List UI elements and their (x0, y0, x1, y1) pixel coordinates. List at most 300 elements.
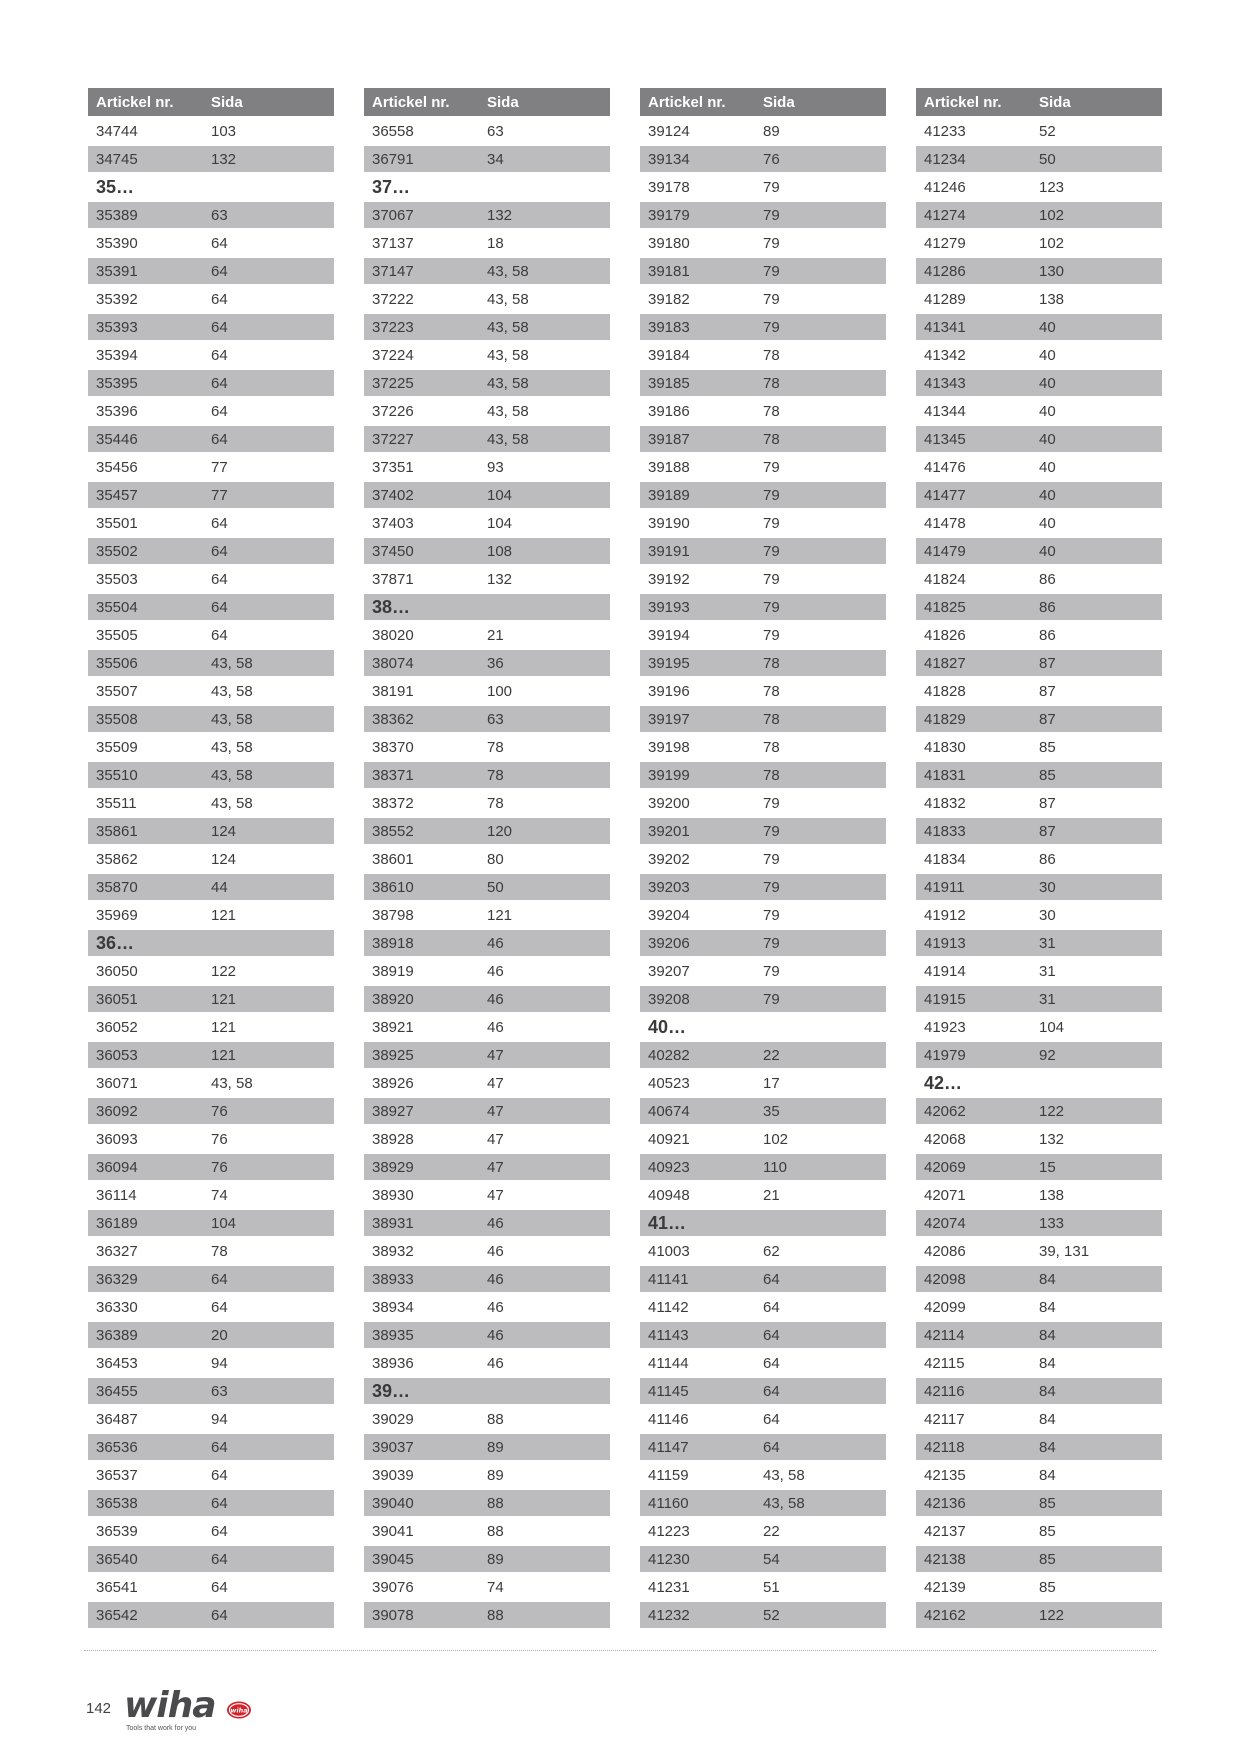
page-reference: 121 (211, 906, 237, 924)
table-row (364, 566, 610, 592)
index-column-2 (364, 88, 610, 1628)
article-number: 41274 (924, 206, 966, 224)
table-row (364, 370, 610, 396)
article-number: 39196 (648, 682, 690, 700)
article-number: 35506 (96, 654, 138, 672)
article-number: 41478 (924, 514, 966, 532)
page-reference: 64 (211, 1606, 228, 1624)
table-row (88, 1294, 334, 1320)
page-reference: 79 (763, 598, 780, 616)
page-reference: 86 (1039, 570, 1056, 588)
page-reference: 85 (1039, 1578, 1056, 1596)
table-row (364, 1182, 610, 1208)
article-number: 35861 (96, 822, 138, 840)
table-row (364, 1154, 610, 1180)
article-number: 35457 (96, 486, 138, 504)
article-number: 38921 (372, 1018, 414, 1036)
article-number: 38601 (372, 850, 414, 868)
table-row (640, 678, 886, 704)
article-number: 41831 (924, 766, 966, 784)
article-number: 38919 (372, 962, 414, 980)
article-number: 39201 (648, 822, 690, 840)
article-number: 41830 (924, 738, 966, 756)
article-number: 36541 (96, 1578, 138, 1596)
table-row (640, 1574, 886, 1600)
article-number: 41230 (648, 1550, 690, 1568)
table-row (640, 538, 886, 564)
table-row (364, 1266, 610, 1292)
page-reference: 120 (487, 822, 513, 840)
article-number: 35389 (96, 206, 138, 224)
article-number: 38610 (372, 878, 414, 896)
article-number: 39184 (648, 346, 690, 364)
page-reference: 46 (487, 1326, 504, 1344)
page-reference: 79 (763, 234, 780, 252)
article-number: 38929 (372, 1158, 414, 1176)
page-reference: 79 (763, 626, 780, 644)
page-reference: 102 (1039, 234, 1065, 252)
table-row (916, 566, 1162, 592)
section-heading-row (640, 1014, 886, 1040)
page-reference: 47 (487, 1074, 504, 1092)
table-row (88, 902, 334, 928)
article-number: 39204 (648, 906, 690, 924)
table-row (364, 118, 610, 144)
page-reference: 85 (1039, 738, 1056, 756)
page-reference: 43, 58 (487, 318, 529, 336)
article-number: 41833 (924, 822, 966, 840)
page-reference: 78 (763, 654, 780, 672)
article-number: 35502 (96, 542, 138, 560)
page-reference: 77 (211, 486, 228, 504)
table-row (88, 1350, 334, 1376)
page-reference: 79 (763, 990, 780, 1008)
table-row (640, 818, 886, 844)
page-reference: 84 (1039, 1438, 1056, 1456)
article-number: 36114 (96, 1186, 137, 1204)
table-row (640, 1322, 886, 1348)
article-number: 36538 (96, 1494, 138, 1512)
article-number: 41286 (924, 262, 966, 280)
page-reference: 130 (1039, 262, 1065, 280)
page-reference: 124 (211, 850, 237, 868)
article-number: 39187 (648, 430, 690, 448)
page-reference: 46 (487, 1354, 504, 1372)
page-reference: 64 (211, 290, 228, 308)
article-number: 35390 (96, 234, 138, 252)
article-number: 38933 (372, 1270, 414, 1288)
page-reference: 122 (211, 962, 237, 980)
table-row (916, 342, 1162, 368)
page-reference: 85 (1039, 1550, 1056, 1568)
table-row (88, 1378, 334, 1404)
page-reference: 89 (487, 1466, 504, 1484)
article-number: 35511 (96, 794, 137, 812)
index-column-4 (916, 88, 1162, 1628)
article-number: 38370 (372, 738, 414, 756)
svg-text:wiha: wiha (230, 1706, 248, 1715)
page-reference: 79 (763, 822, 780, 840)
article-number: 39203 (648, 878, 690, 896)
page-reference: 40 (1039, 374, 1056, 392)
table-row (916, 734, 1162, 760)
article-number: 39197 (648, 710, 690, 728)
article-number: 35504 (96, 598, 138, 616)
table-row (88, 566, 334, 592)
table-row (916, 314, 1162, 340)
page-reference: 22 (763, 1046, 780, 1064)
header-page-label: Sida (1039, 93, 1071, 111)
article-number: 41979 (924, 1046, 966, 1064)
page-reference: 64 (211, 318, 228, 336)
table-row (640, 930, 886, 956)
table-row (88, 1574, 334, 1600)
page-reference: 104 (487, 486, 513, 504)
table-row (916, 426, 1162, 452)
page-reference: 78 (763, 430, 780, 448)
table-row (88, 538, 334, 564)
article-number: 39178 (648, 178, 690, 196)
page-reference: 64 (763, 1438, 780, 1456)
logo-wordmark: wiha (124, 1685, 216, 1726)
article-number: 35507 (96, 682, 138, 700)
table-row (640, 874, 886, 900)
table-row (640, 398, 886, 424)
article-number: 36487 (96, 1410, 138, 1428)
table-row (364, 1462, 610, 1488)
page-reference: 79 (763, 878, 780, 896)
column-header (640, 88, 886, 116)
article-number: 42071 (924, 1186, 966, 1204)
article-number: 42136 (924, 1494, 966, 1512)
table-row (640, 286, 886, 312)
table-row (88, 734, 334, 760)
page-reference: 46 (487, 1242, 504, 1260)
table-row (88, 1126, 334, 1152)
article-number: 41144 (648, 1354, 689, 1372)
page-reference: 121 (211, 990, 237, 1008)
article-number: 39206 (648, 934, 690, 952)
page-reference: 103 (211, 122, 237, 140)
table-row (640, 1238, 886, 1264)
table-row (364, 678, 610, 704)
table-row (916, 874, 1162, 900)
page-reference: 79 (763, 290, 780, 308)
article-number: 36453 (96, 1354, 138, 1372)
table-row (88, 482, 334, 508)
table-row (640, 426, 886, 452)
article-number: 41233 (924, 122, 966, 140)
article-number: 35508 (96, 710, 138, 728)
page-reference: 110 (763, 1158, 787, 1176)
article-number: 42068 (924, 1130, 966, 1148)
article-number: 38936 (372, 1354, 414, 1372)
article-number: 39186 (648, 402, 690, 420)
footer-divider (84, 1650, 1156, 1651)
section-heading-row (640, 1210, 886, 1236)
table-row (88, 510, 334, 536)
page-reference: 84 (1039, 1270, 1056, 1288)
table-row (916, 398, 1162, 424)
table-row (88, 678, 334, 704)
page-reference: 64 (763, 1410, 780, 1428)
table-row (364, 482, 610, 508)
table-row (88, 342, 334, 368)
article-number: 41232 (648, 1606, 690, 1624)
table-row (88, 258, 334, 284)
section-heading: 39… (372, 1380, 411, 1401)
article-number: 42118 (924, 1438, 965, 1456)
page-reference: 76 (211, 1158, 228, 1176)
table-row (88, 1014, 334, 1040)
table-row (916, 1014, 1162, 1040)
article-number: 42138 (924, 1550, 966, 1568)
table-row (88, 454, 334, 480)
page-reference: 84 (1039, 1298, 1056, 1316)
table-row (916, 622, 1162, 648)
table-row (640, 118, 886, 144)
article-number: 42115 (924, 1354, 965, 1372)
table-row (364, 342, 610, 368)
section-heading: 42… (924, 1072, 963, 1093)
page-reference: 40 (1039, 346, 1056, 364)
article-number: 40921 (648, 1130, 690, 1148)
page-reference: 100 (487, 682, 513, 700)
section-heading-row (364, 1378, 610, 1404)
table-row (916, 1266, 1162, 1292)
section-heading-row (88, 174, 334, 200)
table-row (916, 1098, 1162, 1124)
article-number: 38932 (372, 1242, 414, 1260)
article-number: 39194 (648, 626, 690, 644)
article-number: 39045 (372, 1550, 414, 1568)
page-reference: 133 (1039, 1214, 1065, 1232)
page-reference: 76 (211, 1130, 228, 1148)
table-row (364, 706, 610, 732)
page-reference: 43, 58 (487, 374, 529, 392)
page-reference: 47 (487, 1158, 504, 1176)
page-reference: 36 (487, 654, 504, 672)
table-row (640, 1154, 886, 1180)
article-number: 39182 (648, 290, 690, 308)
table-row (88, 762, 334, 788)
article-number: 42074 (924, 1214, 966, 1232)
table-row (364, 1210, 610, 1236)
page-reference: 64 (211, 1438, 228, 1456)
table-row (916, 538, 1162, 564)
article-number: 41913 (924, 934, 966, 952)
article-number: 41825 (924, 598, 966, 616)
article-number: 38372 (372, 794, 414, 812)
page-reference: 31 (1039, 990, 1056, 1008)
article-number: 37226 (372, 402, 414, 420)
table-row (88, 398, 334, 424)
article-number: 36071 (96, 1074, 138, 1092)
table-row (640, 790, 886, 816)
article-number: 37402 (372, 486, 414, 504)
table-row (88, 1266, 334, 1292)
article-number: 36051 (96, 990, 138, 1008)
table-row (640, 1602, 886, 1628)
article-number: 35391 (96, 262, 138, 280)
table-row (364, 790, 610, 816)
page-reference: 78 (211, 1242, 228, 1260)
table-row (916, 1602, 1162, 1628)
article-number: 39202 (648, 850, 690, 868)
table-row (916, 902, 1162, 928)
table-row (640, 1406, 886, 1432)
table-row (364, 538, 610, 564)
page-reference: 43, 58 (487, 402, 529, 420)
article-number: 39180 (648, 234, 690, 252)
table-row (916, 286, 1162, 312)
page-reference: 51 (763, 1578, 780, 1596)
table-row (88, 650, 334, 676)
page-reference: 74 (487, 1578, 504, 1596)
table-row (88, 1434, 334, 1460)
table-row (364, 986, 610, 1012)
article-number: 36558 (372, 122, 414, 140)
article-number: 37871 (372, 570, 414, 588)
page-reference: 63 (487, 122, 504, 140)
article-number: 41834 (924, 850, 966, 868)
table-row (88, 874, 334, 900)
table-row (88, 426, 334, 452)
article-number: 39076 (372, 1578, 414, 1596)
table-row (364, 1098, 610, 1124)
page-reference: 93 (487, 458, 504, 476)
table-row (916, 1546, 1162, 1572)
table-row (88, 594, 334, 620)
page-reference: 40 (1039, 402, 1056, 420)
page-reference: 22 (763, 1522, 780, 1540)
table-row (364, 846, 610, 872)
article-number: 37147 (372, 262, 414, 280)
article-number: 41479 (924, 542, 966, 560)
logo-badge-icon (226, 1700, 252, 1720)
index-column-1 (88, 88, 334, 1628)
article-number: 39195 (648, 654, 690, 672)
table-row (88, 1518, 334, 1544)
table-row (364, 1574, 610, 1600)
table-row (364, 818, 610, 844)
page-reference: 20 (211, 1326, 228, 1344)
table-row (88, 1238, 334, 1264)
table-row (364, 510, 610, 536)
page-reference: 21 (763, 1186, 780, 1204)
page-reference: 132 (487, 570, 513, 588)
table-row (88, 1602, 334, 1628)
page-reference: 43, 58 (487, 346, 529, 364)
table-row (640, 1490, 886, 1516)
page-reference: 43, 58 (763, 1494, 805, 1512)
page-reference: 17 (763, 1074, 780, 1092)
page-reference: 79 (763, 486, 780, 504)
table-row (364, 1238, 610, 1264)
article-number: 35393 (96, 318, 138, 336)
article-number: 36093 (96, 1130, 138, 1148)
page-reference: 85 (1039, 1522, 1056, 1540)
table-row (364, 1434, 610, 1460)
page-reference: 122 (1039, 1606, 1065, 1624)
table-row (916, 258, 1162, 284)
table-row (364, 958, 610, 984)
table-row (640, 650, 886, 676)
article-number: 36389 (96, 1326, 138, 1344)
page-reference: 46 (487, 1214, 504, 1232)
page-reference: 132 (487, 206, 513, 224)
table-row (364, 1294, 610, 1320)
page-reference: 21 (487, 626, 504, 644)
page-reference: 78 (763, 682, 780, 700)
article-number: 39199 (648, 766, 690, 784)
page-reference: 63 (211, 206, 228, 224)
table-row (640, 986, 886, 1012)
page-reference: 40 (1039, 318, 1056, 336)
article-number: 39041 (372, 1522, 414, 1540)
page-reference: 43, 58 (211, 710, 253, 728)
page-reference: 40 (1039, 486, 1056, 504)
page-reference: 46 (487, 934, 504, 952)
page-reference: 78 (763, 710, 780, 728)
table-row (364, 1042, 610, 1068)
table-row (88, 622, 334, 648)
table-row (640, 958, 886, 984)
table-row (88, 1070, 334, 1096)
page-reference: 64 (211, 234, 228, 252)
table-row (364, 874, 610, 900)
table-row (916, 1042, 1162, 1068)
page-reference: 50 (487, 878, 504, 896)
article-number: 37403 (372, 514, 414, 532)
page-reference: 35 (763, 1102, 780, 1120)
page-reference: 84 (1039, 1326, 1056, 1344)
page-reference: 64 (211, 514, 228, 532)
page-reference: 46 (487, 1270, 504, 1288)
page-reference: 89 (763, 122, 780, 140)
page-reference: 31 (1039, 934, 1056, 952)
page-reference: 89 (487, 1550, 504, 1568)
page-reference: 46 (487, 1018, 504, 1036)
table-row (88, 1490, 334, 1516)
page-reference: 40 (1039, 430, 1056, 448)
section-heading-row (364, 594, 610, 620)
page-reference: 87 (1039, 822, 1056, 840)
table-row (88, 1406, 334, 1432)
article-number: 41912 (924, 906, 966, 924)
article-number: 37227 (372, 430, 414, 448)
page-reference: 64 (211, 1298, 228, 1316)
article-number: 39189 (648, 486, 690, 504)
header-page-label: Sida (487, 93, 519, 111)
article-number: 35969 (96, 906, 138, 924)
table-row (640, 314, 886, 340)
table-row (364, 902, 610, 928)
page-reference: 30 (1039, 906, 1056, 924)
page-reference: 43, 58 (763, 1466, 805, 1484)
header-article-label: Artickel nr. (648, 93, 726, 111)
table-row (640, 566, 886, 592)
article-number: 38191 (372, 682, 414, 700)
article-number: 39185 (648, 374, 690, 392)
page-reference: 43, 58 (211, 682, 253, 700)
page-reference: 121 (211, 1046, 237, 1064)
table-row (916, 1378, 1162, 1404)
article-number: 38362 (372, 710, 414, 728)
article-number: 41824 (924, 570, 966, 588)
page-reference: 87 (1039, 654, 1056, 672)
table-row (364, 1518, 610, 1544)
